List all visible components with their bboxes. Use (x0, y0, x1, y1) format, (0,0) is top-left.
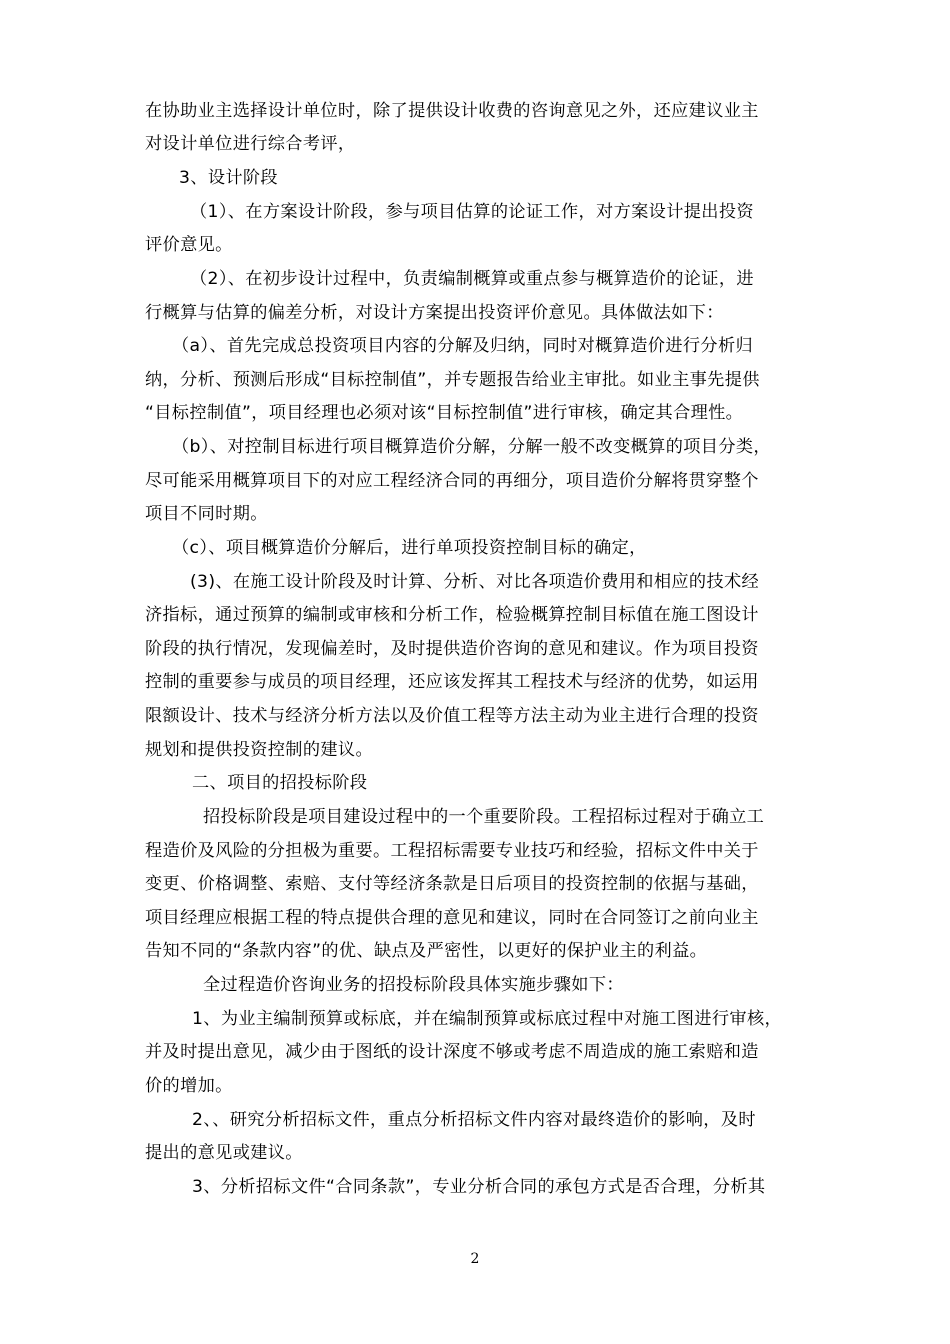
text-line: 规划和提供投资控制的建议。 (145, 740, 373, 760)
text-line: 项目经理应根据工程的特点提供合理的意见和建议，同时在合同签订之前向业主 (145, 908, 759, 928)
text-line: 在协助业主选择设计单位时，除了提供设计收费的咨询意见之外，还应建议业主 (145, 101, 759, 121)
section-heading: 二、项目的招投标阶段 (192, 773, 368, 793)
text-line: 2、、研究分析招标文件，重点分析招标文件内容对最终造价的影响，及时 (192, 1110, 756, 1130)
text-line: 提出的意见或建议。 (145, 1143, 303, 1163)
text-line: 告知不同的“条款内容”的优、缺点及严密性，以更好的保护业主的利益。 (145, 941, 708, 961)
text-line: 招投标阶段是项目建设过程中的一个重要阶段。工程招标过程对于确立工 (203, 807, 765, 827)
text-line: 控制的重要参与成员的项目经理，还应该发挥其工程技术与经济的优势，如运用 (145, 672, 759, 692)
text-line: （a）、首先完成总投资项目内容的分解及归纳，同时对概算造价进行分析归 (172, 336, 754, 356)
text-line: 尽可能采用概算项目下的对应工程经济合同的再细分，项目造价分解将贯穿整个 (145, 471, 759, 491)
text-line: 价的增加。 (145, 1076, 233, 1096)
text-line: 全过程造价咨询业务的招投标阶段具体实施步骤如下： (203, 975, 624, 995)
text-line: 济指标，通过预算的编制或审核和分析工作，检验概算控制目标值在施工图设计 (145, 605, 759, 625)
text-line: （2）、在初步设计过程中，负责编制概算或重点参与概算造价的论证，进 (190, 269, 754, 289)
text-line: （c）、项目概算造价分解后，进行单项投资控制目标的确定， (172, 538, 647, 558)
text-line: 变更、价格调整、索赔、支付等经济条款是日后项目的投资控制的依据与基础， (145, 874, 759, 894)
section-heading: 3、设计阶段 (179, 168, 278, 188)
text-line: 纳，分析、预测后形成“目标控制值”，并专题报告给业主审批。如业主事先提供 (145, 370, 760, 390)
text-line: (3)、在施工设计阶段及时计算、分析、对比各项造价费用和相应的技术经 (190, 572, 760, 592)
text-line: （b）、对控制目标进行项目概算造价分解，分解一般不改变概算的项目分类， (172, 437, 771, 457)
text-line: 程造价及风险的分担极为重要。工程招标需要专业技巧和经验，招标文件中关于 (145, 841, 759, 861)
text-line: 并及时提出意见，减少由于图纸的设计深度不够或考虑不周造成的施工索赔和造 (145, 1042, 759, 1062)
text-line: 1、为业主编制预算或标底，并在编制预算或标底过程中对施工图进行审核， (192, 1009, 783, 1029)
text-line: 评价意见。 (145, 235, 233, 255)
text-line: 阶段的执行情况，发现偏差时，及时提供造价咨询的意见和建议。作为项目投资 (145, 639, 759, 659)
page-number: 2 (470, 1251, 480, 1267)
text-line: 限额设计、技术与经济分析方法以及价值工程等方法主动为业主进行合理的投资 (145, 706, 759, 726)
text-line: 3、分析招标文件“合同条款”，专业分析合同的承包方式是否合理，分析其 (192, 1177, 766, 1197)
text-line: “目标控制值”，项目经理也必须对该“目标控制值”进行审核，确定其合理性。 (145, 403, 744, 423)
text-line: （1）、在方案设计阶段，参与项目估算的论证工作，对方案设计提出投资 (190, 202, 754, 222)
text-line: 行概算与估算的偏差分析，对设计方案提出投资评价意见。具体做法如下： (145, 303, 724, 323)
text-line: 项目不同时期。 (145, 504, 268, 524)
text-line: 对设计单位进行综合考评， (145, 134, 356, 154)
